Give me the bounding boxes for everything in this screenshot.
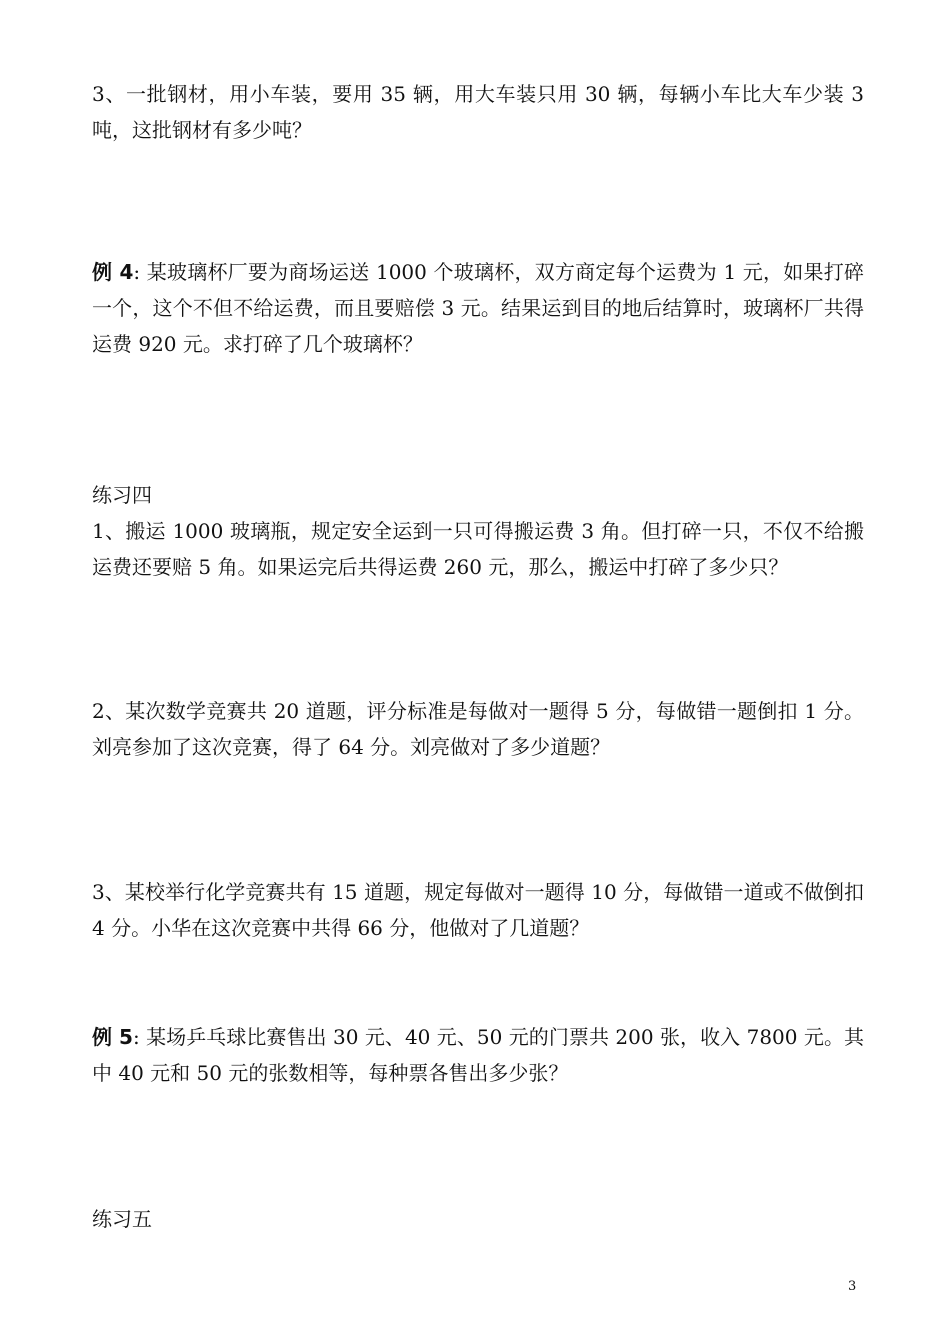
practice-4-question-3 bbox=[92, 874, 864, 946]
question-1-text: 1、搬运 1000 玻璃瓶，规定安全运到一只可得搬运费 3 角。但打碎一只，不仅不给搬运费还要赔 5 角。如果运完后共得运费 260 元，那么，搬运中打碎了多少只？ bbox=[92, 519, 864, 579]
page-number: 3 bbox=[848, 1279, 857, 1294]
practice-4-question-1 bbox=[92, 513, 864, 585]
practice-5-heading: 练习五 bbox=[92, 1207, 152, 1231]
question-2-text: 2、某次数学竞赛共 20 道题，评分标准是每做对一题得 5 分，每做错一题倒扣 1 分。刘亮参加了这次竞赛，得了 64 分。刘亮做对了多少道题？ bbox=[92, 699, 864, 759]
example-4-label: 例 4 bbox=[92, 260, 134, 284]
example-5 bbox=[92, 1019, 864, 1091]
example-4 bbox=[92, 254, 864, 362]
example-5-label: 例 5 bbox=[92, 1025, 133, 1049]
practice-4-question-2 bbox=[92, 693, 864, 765]
problem-3-steel bbox=[92, 76, 864, 148]
example-5-text: : 某场乒乓球比赛售出 30 元、40 元、50 元的门票共 200 张，收入 7800 元。其中 40 元和 50 元的张数相等，每种票各售出多少张？ bbox=[92, 1025, 864, 1085]
problem-3-text: 3、一批钢材，用小车装，要用 35 辆，用大车装只用 30 辆，每辆小车比大车少装 3 吨，这批钢材有多少吨？ bbox=[92, 82, 864, 142]
practice-4-heading: 练习四 bbox=[92, 483, 152, 507]
question-3-text: 3、某校举行化学竞赛共有 15 道题，规定每做对一题得 10 分，每做错一道或不做倒扣 4 分。小华在这次竞赛中共得 66 分，他做对了几道题？ bbox=[92, 880, 864, 940]
example-4-text: : 某玻璃杯厂要为商场运送 1000 个玻璃杯，双方商定每个运费为 1 元，如果打碎一个，这个不但不给运费，而且要赔偿 3 元。结果运到目的地后结算时，玻璃杯厂共得运费 920 元。求打碎了几个玻璃杯？ bbox=[92, 260, 864, 356]
